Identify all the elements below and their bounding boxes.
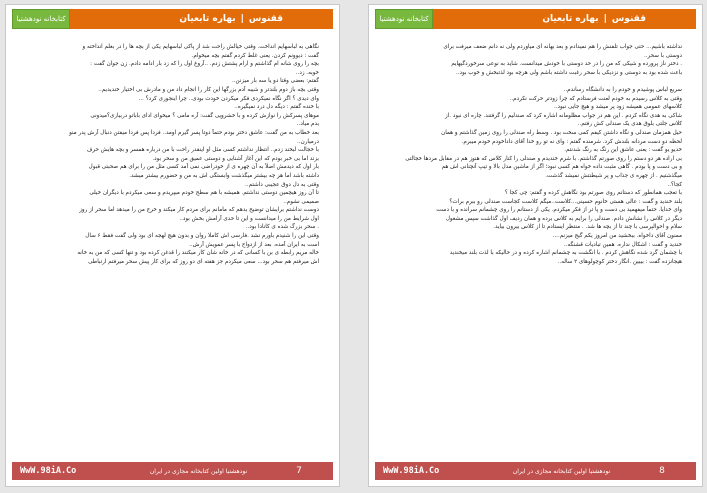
footer-website-link[interactable]: WwW.98iA.Co [20, 466, 77, 476]
text-line: خدیو یو گفت : یعنی عاشق این رنگ به رنگ شدنتم. [564, 147, 682, 154]
text-line: بدم میاد.. [296, 121, 319, 128]
footer-slogan: نودهشتیا اولین کتابخانه مجازی در ایران [512, 467, 611, 475]
text-line: صمیمی نشوم.. [283, 198, 319, 205]
page-body [389, 43, 682, 266]
page-header [12, 9, 333, 29]
header-separator: | [603, 14, 607, 24]
page-body [26, 43, 319, 266]
text-line: تا آن روز هیچمین دوستی نداشتم. همیشه با هم سطح خودم میپریدم و سعی میکردم با دیگران خیلی [89, 190, 319, 197]
text-line: میگذشتیم . از چهره ی جذاب و پر شیطنتش نمیشد گذشت. [545, 172, 682, 179]
text-line: هیجانزده گفت : بیبین .انگار دختر کوچولوهای ۲ ساله.. [557, 258, 682, 265]
text-line: با چشمان گرد شده نگاهش کردم . با انگشت به چشمانم اشاره کرده و در حالیکه با لذت بلند میخندید [449, 250, 682, 257]
text-line: گفتم: بعضی وقتا دو یا سه بار میزنن.. [231, 78, 319, 85]
text-line: با خجالت لبخند زدم.. انتظار نداشتم کسی مثل او اینقدر راحت با من درباره همسر و بچه هایش حرف [86, 147, 319, 154]
text-line: دوستی با سحر.. [644, 52, 682, 59]
text-line: کلاس جلتی بلوق هدی یک صندلی کش رفتم.. [577, 121, 682, 128]
text-line: لحظه دو دست مردانه بلندش کرد. شرمنده گفتم : وای نه تو رو خدا آقای داداخودم خودم میبرم. [461, 138, 682, 145]
text-line: سلام و احوالپرسی با چند تا از بچه ها شد. . منتظر ایستادم تا از کلاس بیرون بیاید. [493, 224, 682, 231]
text-line: حیل همزمان صندلی و نگاه داشتن کیفم کمی سخت بود . وسط راه صندلی را روی زمین گذاشتم و همان [441, 129, 682, 136]
text-line: وقتی بچه باز دوم بلندتر و شیبه آدم بزرگها این کار را انجام داد من و مادرش بی اختیار خندیدیم.. [98, 86, 319, 93]
text-line: داشته باشد اما هر چه بیشتر میگذشت وابستگی اش به من و حضورم بیشتر میشد. [129, 172, 319, 179]
text-line: . دختر ناز پرورده و شیکی که من را در حد دوستی با خودش میدانست. شاید به نوعی سرخوردگیهایم [451, 61, 682, 68]
footer-website-link[interactable]: WwW.98iA.Co [383, 466, 440, 476]
page-footer [375, 462, 696, 480]
header-title-bar [70, 9, 333, 29]
text-line: وقتی این را شنیدم باورم نشد .فارسی اش کاملا روان و بدون هیچ لهجه ای بود ولی گفت فقط ۶ سال [85, 233, 319, 240]
page-number: 7 [296, 466, 302, 476]
text-line: است به ایران آمده. بعد از ازدواج با پسر عمویش آرش.. [189, 241, 319, 248]
author-name: بهاره تابعیان [179, 14, 236, 24]
text-line: خوبه. زد.. [295, 69, 319, 76]
book-title: ققنوس [248, 14, 283, 24]
author-name: بهاره تابعیان [542, 14, 599, 24]
text-line: موهای پسرکش را نوازش کرده و با خشرویی گفت: آره مامی ؟ میخوای ادای باباتو دربیاری؟میدونی [90, 112, 319, 119]
text-line: خندید و گفت : اشکال نداره. همین تبادیات قشنگه.. [563, 241, 682, 248]
text-line: اش میرفتم هم سحر بود... سعی میکردم جز هفته ای دو روز که برای کار پیش سحر میرفتم ارتباطی [88, 258, 319, 265]
text-line: . سحر بزرگ شده ی کانادا بود.. [245, 224, 319, 231]
text-line: با خنده گفتم : دیگه دل درد نمیگیره.. [234, 104, 319, 111]
text-line: بعد خطاب به من گفت: عاشق دختر بودم حتماً دوتا پسر گیرم اومد.. فردا پس فردا میفتن دنبال آرش پدر منو [69, 129, 319, 136]
text-line [389, 77, 682, 86]
text-line: وای دیدی ؟ اگر نگاه نمیکردی فکر میکردن خودت بودی.. چرا اینجوری کرد؟ ... [138, 95, 319, 102]
text-line: گفت : دیوونم کردن. یعنی غلط کردم گفتم بچه میخوام. [191, 52, 319, 59]
text-line: سریع لباس پوشیدم و خودم را به دانشگاه رساندم.. [563, 86, 682, 93]
book-title: ققنوس [611, 14, 646, 24]
book-page-left [5, 4, 340, 487]
text-line: باعث شده بود به دوستی و نزدیکی با سحر رغبت داشته باشم ولی هرچه بود لذتبخش و خوب بود.. [456, 69, 682, 76]
text-line: بچه را روی شانه ام گذاشتم و ارام پشتش زدم. ..آروغ اول را که زد بار ادامه دادم. زن جوان گفت : [90, 61, 319, 68]
text-line: کلاسهای عمومی همیشه زود پر میشد و هیچ جایی نبود.. [554, 104, 682, 111]
text-line: نگاهی به لباسهایم انداخت. وقتی خیالش راحت شد از پاکی لباسهایم یکی از بچه ها را در بغلم انداخته و [82, 44, 319, 50]
text-line: اول شرایط من را میدانست و این تا حدی آرامش بخش بود.. [179, 215, 319, 222]
book-page-right [368, 4, 703, 487]
header-separator: | [240, 14, 244, 24]
library-badge: کتابخانه نودهشتیا [375, 9, 433, 29]
library-badge: کتابخانه نودهشتیا [12, 9, 70, 29]
text-line: نداشته باشیم... حتی جواب تلفنش را هم نمیدادم و بعد بهانه ای میاوردم ولی نه دانم ضعف میرفت برای [443, 44, 682, 50]
text-line: درمیارن.. [297, 138, 319, 145]
text-line: با تعجب همانطور که دستانم روی صورتم بود نگاهش کرده و گفتم: چی کجا ؟ [504, 190, 682, 197]
page-number: 8 [659, 466, 665, 476]
footer-slogan: نودهشتیا اولین کتابخانه مجازی در ایران [149, 467, 248, 475]
text-line: بزند اما بی خبر بودم که این آغاز آشنایی و دوستی عمیق من و سحر بود. [152, 155, 319, 162]
text-line: کجا؟.. [667, 181, 682, 188]
text-line: وقتی به دل دوق عجیبی داشتم.. [245, 181, 319, 188]
text-line: شاکی به هدی نگاه کردم . این هم در جواب مظلومانه اشاره کرد که صندلیم را گرفتند. چاره ای نبود .از [445, 112, 682, 119]
text-line: وای خدایا. حتماً میفهمید بی دست و پا تر از فکر میکردم. یکی از دستانم را روی چشمانم سرانده و با دست [436, 207, 682, 214]
text-line: بلند خندید و گفت : عالی هستی خانوم حسینی...کلاست..میگم کلاست کجاست صندلی رو ببرم برات؟ [449, 198, 682, 205]
text-line: ممنون آقای داخواه. ببخشید من امروز یکم گیج میزنم.... [552, 233, 682, 240]
text-line: خاله مریم رابطه ی بن با کسانی که در خانه شان کار میکنند را قدغن کرده بود و تنها کسی که من به خانه [77, 250, 319, 257]
text-line: بی اراده هر دو دستم را روی صورتم گذاشتم. با شرم خندیدم و صندلی را کنار کلاس که هنوز هم در مقابل مردها خجالتی [405, 155, 682, 162]
text-line: بار اول که دیدمش اصلاً به آن چهره ی از خودراضی نمی آمد کسی مثل من را برای هم صحبتی قبول [88, 164, 319, 171]
text-line: وقتی به کلاس رسیدم به خودم لعنت فرستادم که چرا زودتر حرکت نکردم.. [509, 95, 682, 102]
text-line: دیگر در کلاس را نشانش دادم. صندلی را برایم به کلاس برده و همان ردیف اول گذاشت سپس مشغول [445, 215, 682, 222]
text-line: و بی دست و پا بودم . گاهی مثبت داده خواه هم کسی نبود؛ اگر از ماشین مدل بالا و تیپ آنچنانی اش هم [441, 164, 682, 171]
page-footer [12, 462, 333, 480]
header-title-bar [433, 9, 696, 29]
text-line: دوست نداشتم برایشان توضیح بدهم که مامانم برای مردم کار میکند و خرج من را میدهد اما سحر از روز [79, 207, 319, 214]
page-header [375, 9, 696, 29]
